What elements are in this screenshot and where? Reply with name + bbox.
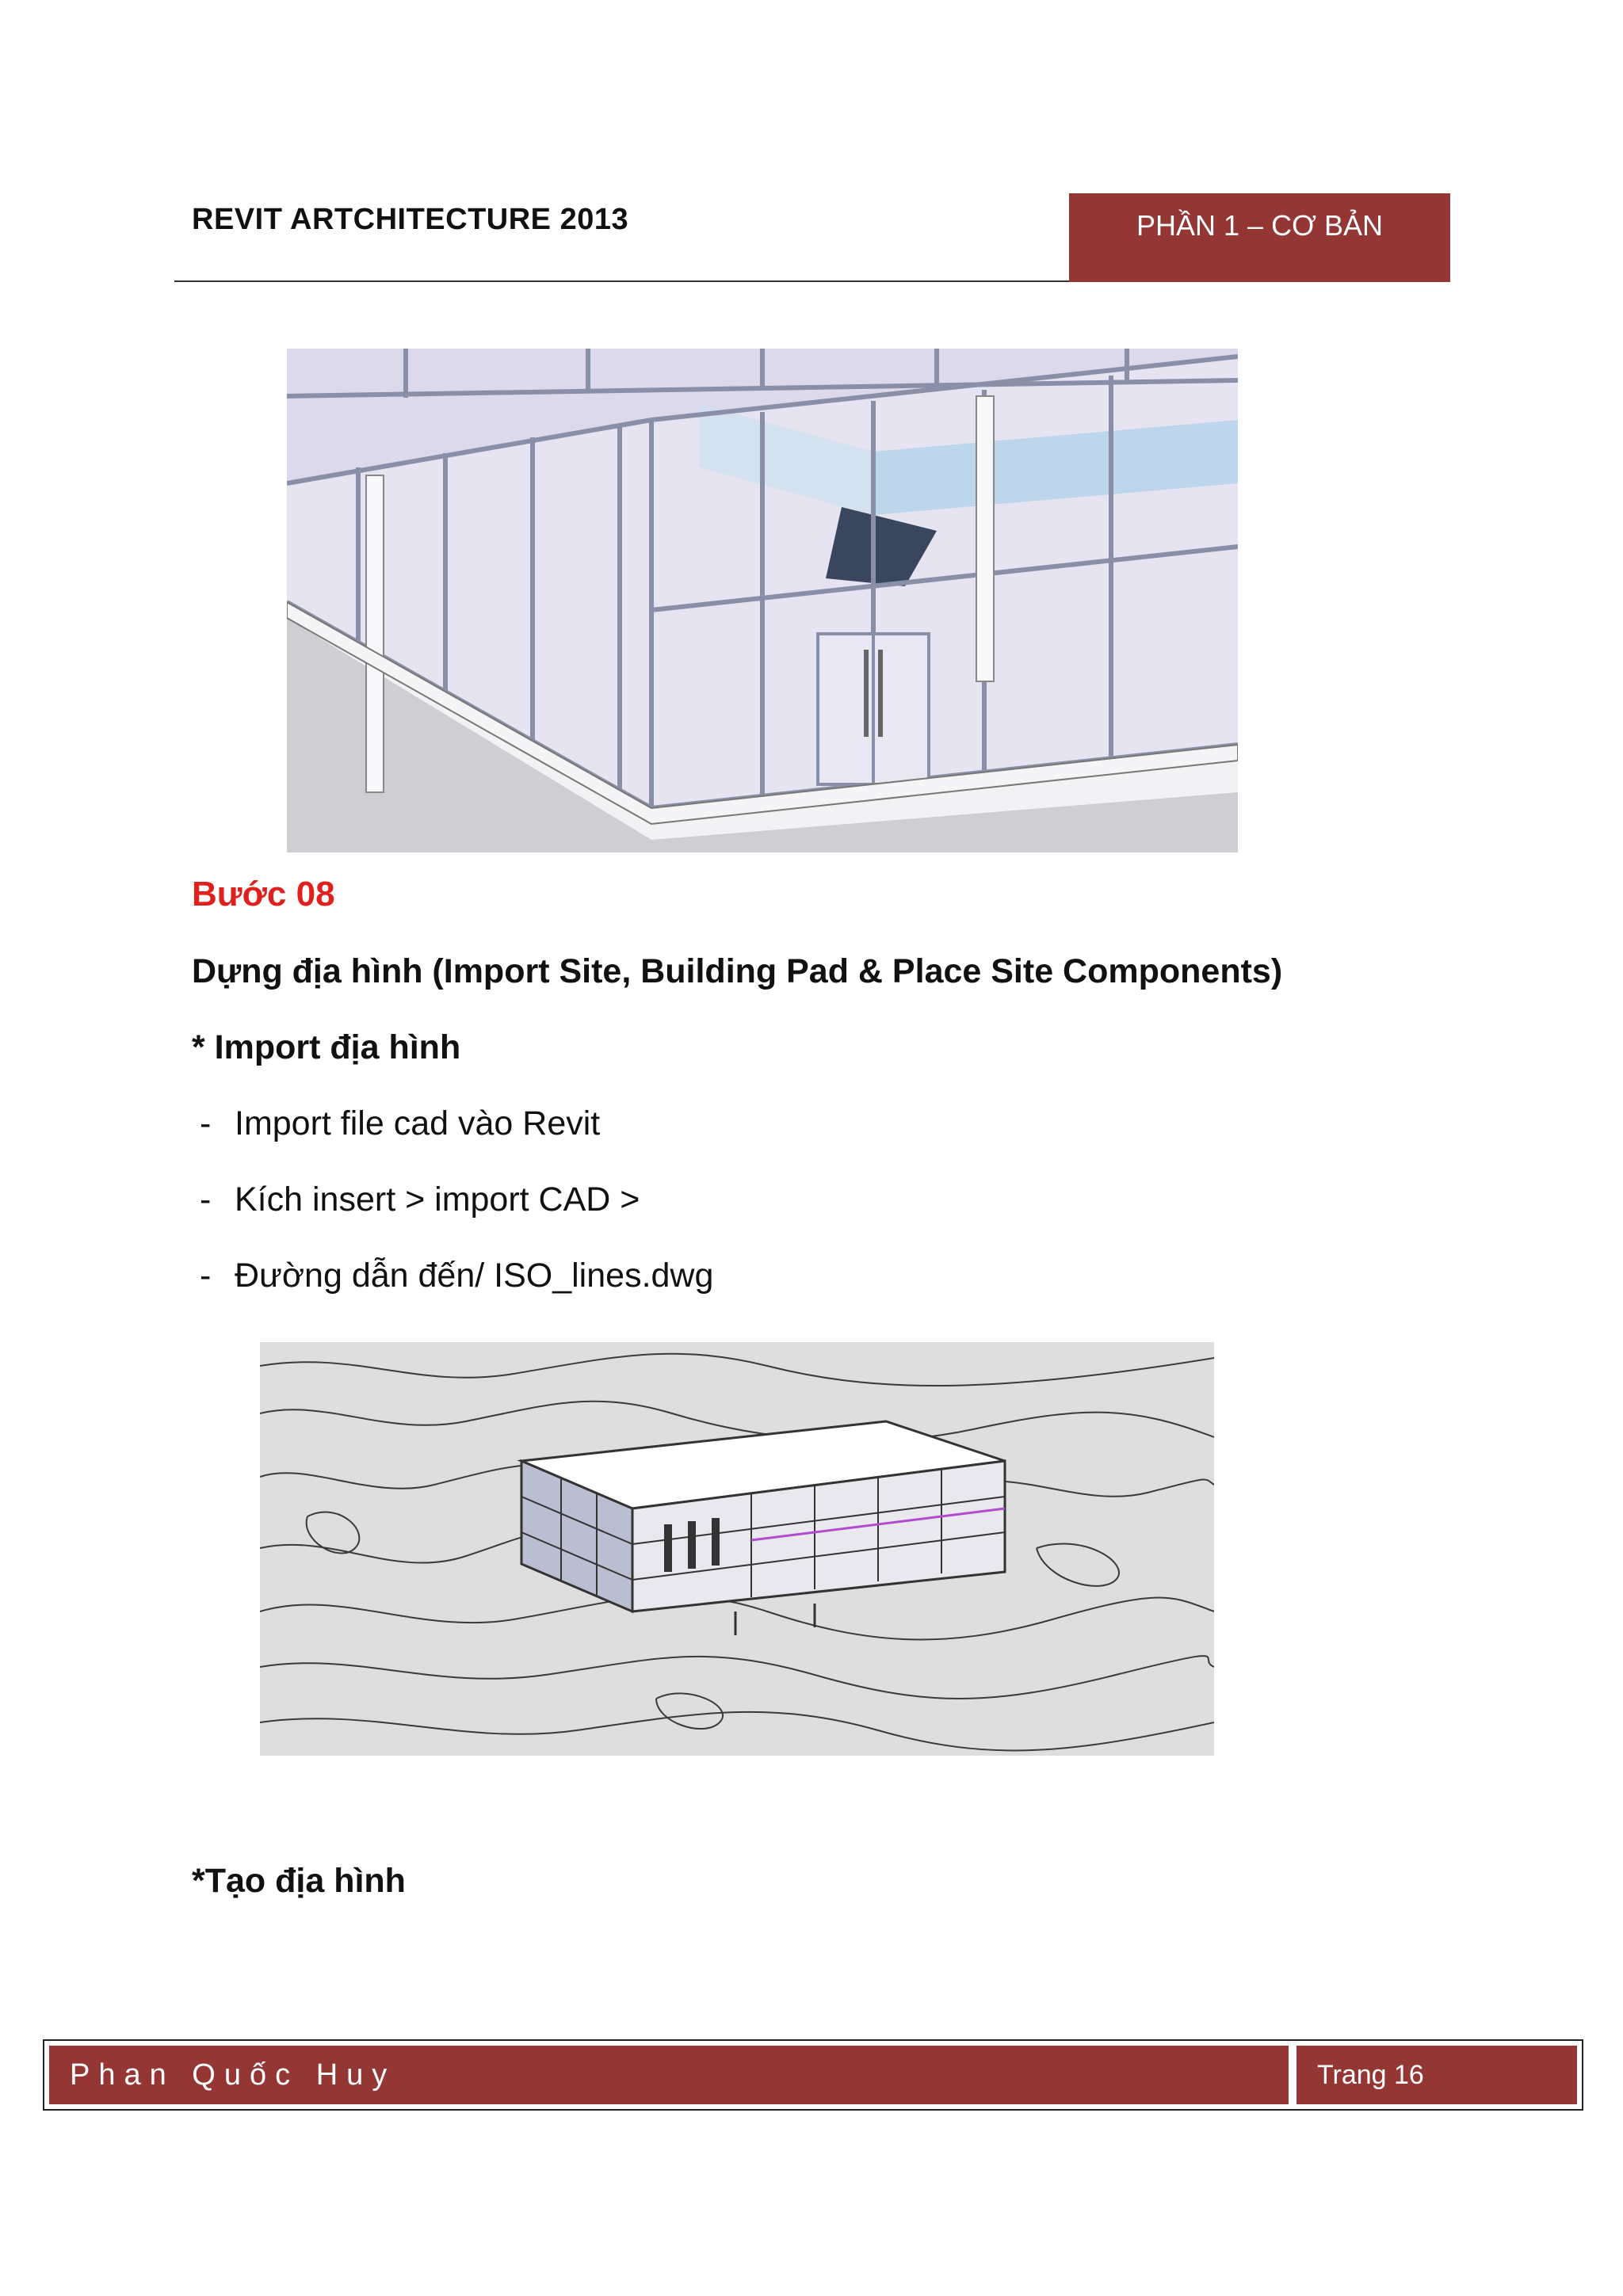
subheading-import: * Import địa hình <box>192 1028 461 1066</box>
header-part-tag: PHẦN 1 – CƠ BẢN <box>1069 193 1450 282</box>
list-item: - Đường dẫn đến/ ISO_lines.dwg <box>200 1257 714 1295</box>
step-label: Bước 08 <box>192 875 335 913</box>
list-item-text: Đường dẫn đến/ ISO_lines.dwg <box>235 1257 714 1295</box>
list-item: - Kích insert > import CAD > <box>200 1180 640 1219</box>
footer-author: Phan Quốc Huy <box>49 2046 1289 2104</box>
section-heading: Dựng địa hình (Import Site, Building Pad & Place Site Components) <box>192 952 1283 990</box>
header-title: REVIT ARTCHITECTURE 2013 <box>192 203 629 236</box>
header-rule <box>174 280 1070 282</box>
site-contour-building-figure <box>260 1342 1214 1756</box>
footer-page-number: Trang 16 <box>1296 2046 1577 2104</box>
curtain-wall-3d-figure <box>287 349 1238 852</box>
list-item-text: Import file cad vào Revit <box>235 1104 601 1142</box>
subheading-create: *Tạo địa hình <box>192 1862 406 1900</box>
list-item: - Import file cad vào Revit <box>200 1104 601 1142</box>
list-item-text: Kích insert > import CAD > <box>235 1180 640 1219</box>
